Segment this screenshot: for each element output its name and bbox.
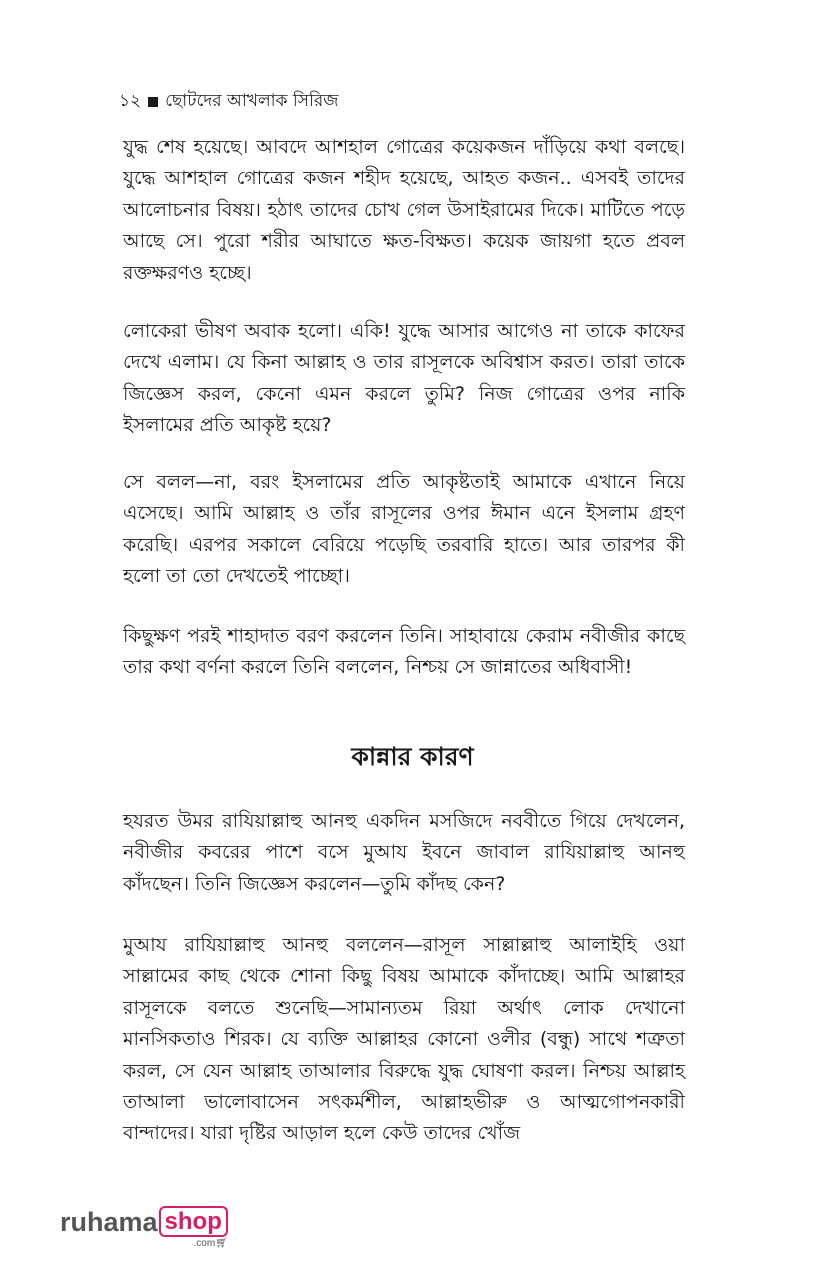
page-number: ১২ <box>119 91 142 111</box>
logo-domain <box>194 1238 228 1249</box>
watermark-logo <box>60 1206 228 1249</box>
section-heading: কান্নার কারণ <box>351 742 474 771</box>
logo-brand-part1: ruhama <box>60 1207 158 1237</box>
cart-icon: 🛒︎ <box>215 1238 228 1249</box>
logo-domain-text: .com <box>193 1238 216 1249</box>
paragraph-1: যুদ্ধ শেষ হয়েছে। আবদে আশহাল গোত্রের কয়েকজন দাঁড়িয়ে কথা বলছে। যুদ্ধে আশহাল গোত্রের কজন শহীদ হয়েছে, আহত কজন.. এসবই তাদের আলোচনার বিষয়। হঠাৎ তাদের চোখ গেল উসাইরামের দিকে। মাটিতে পড়ে আছে সে। পুরো শরীর আঘাতে ক্ষত-বিক্ষত। কয়েক জায়গা হতে প্রবল রক্তক্ষরণও হচ্ছে। <box>123 136 685 284</box>
page-header <box>119 88 338 116</box>
logo-brand-part2: shop <box>159 1206 228 1237</box>
section-paragraph-1: হযরত উমর রাযিয়াল্লাহু আনহু একদিন মসজিদে নববীতে গিয়ে দেখলেন, নবীজীর কবরের পাশে বসে মুআয ইবনে জাবাল রাযিয়াল্লাহু আনহু কাঁদছেন। তিনি জিজ্ঞেস করলেন—তুমি কাঁদছ কেন? <box>123 810 685 895</box>
paragraph-3: সে বলল—না, বরং ইসলামের প্রতি আকৃষ্টতাই আমাকে এখানে নিয়ে এসেছে। আমি আল্লাহ ও তাঁর রাসূলের ওপর ঈমান এনে ইসলাম গ্রহণ করেছি। এরপর সকালে বেরিয়ে পড়েছি তরবারি হাতে। আর তারপর কী হলো তা তো দেখতেই পাচ্ছো। <box>123 471 685 588</box>
section-paragraph-2: মুআয রাযিয়াল্লাহু আনহু বললেন—রাসূল সাল্লাল্লাহু আলাইহি ওয়া সাল্লামের কাছ থেকে শোনা কিছু বিষয় আমাকে কাঁদাচ্ছে। আমি আল্লাহর রাসূলকে বলতে শুনেছি—সামান্যতম রিয়া অর্থাৎ লোক দেখানো মানসিকতাও শিরক। যে ব্যক্তি আল্লাহর কোনো ওলীর (বন্ধু) সাথে শত্রুতা করল, সে যেন আল্লাহ তাআলার বিরুদ্ধে যুদ্ধ ঘোষণা করল। নিশ্চয় আল্লাহ তাআলা ভালোবাসেন সৎকর্মশীল, আল্লাহভীরু ও আত্মগোপনকারী বান্দাদের। যারা দৃষ্টির আড়াল হলে কেউ তাদের খোঁজ <box>123 934 685 1145</box>
paragraph-4: কিছুক্ষণ পরই শাহাদাত বরণ করলেন তিনি। সাহাবায়ে কেরাম নবীজীর কাছে তার কথা বর্ণনা করলে তিনি বললেন, নিশ্চয় সে জান্নাতের অধিবাসী! <box>123 625 685 679</box>
logo-brand-box <box>158 1206 228 1249</box>
paragraph-2: লোকেরা ভীষণ অবাক হলো। একি! যুদ্ধে আসার আগেও না তাকে কাফের দেখে এলাম। যে কিনা আল্লাহ ও তার রাসূলকে অবিশ্বাস করত। তারা তাকে জিজ্ঞেস করল, কেনো এমন করলে তুমি? নিজ গোত্রের ওপর নাকি ইসলামের প্রতি আকৃষ্ট হয়ে? <box>123 320 685 437</box>
separator-square-icon <box>148 97 158 107</box>
series-title: ছোটদের আখলাক সিরিজ <box>165 91 339 111</box>
